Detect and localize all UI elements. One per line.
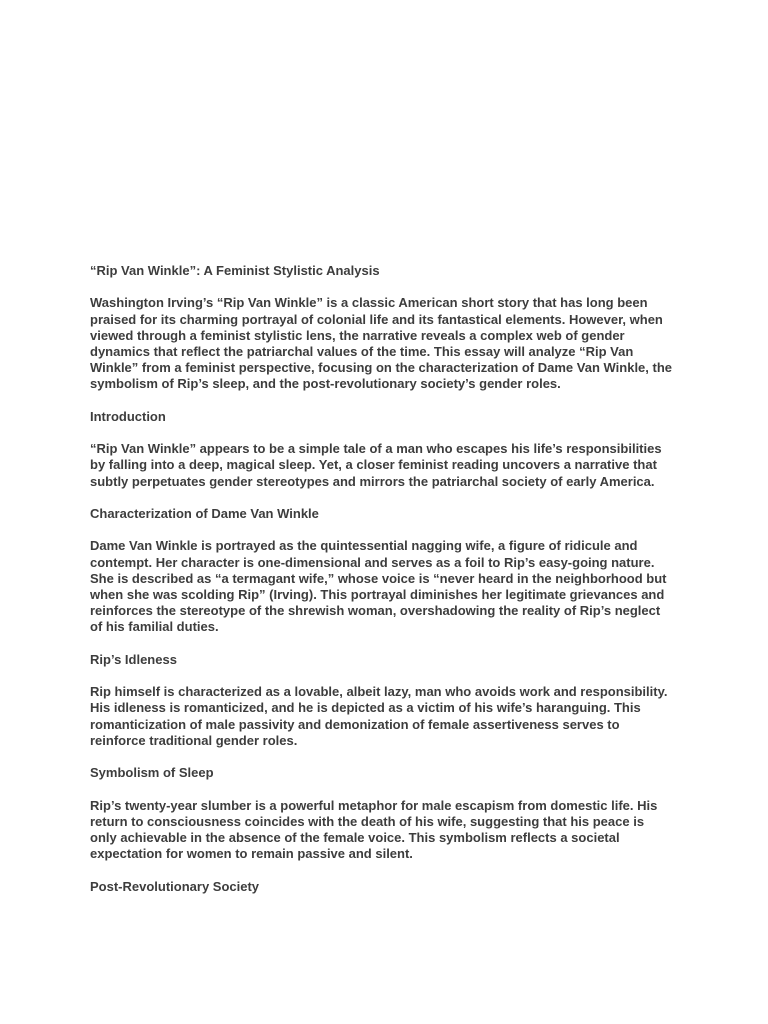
document-body (90, 263, 674, 895)
document-title: “Rip Van Winkle”: A Feminist Stylistic Analysis (90, 263, 380, 278)
document-paragraph: Washington Irving’s “Rip Van Winkle” is a classic American short story that has long been praised for its charming portrayal of colonial life and its fantastical elements. However, when viewed through a feminist stylistic lens, the narrative reveals a complex web of gender dynamics that reflect the patriarchal values of the time. This essay will analyze “Rip Van Winkle” from a feminist perspective, focusing on the characterization of Dame Van Winkle, the symbolism of Rip’s sleep, and the post-revolutionary society’s gender roles. (90, 295, 673, 392)
document-paragraph: Rip’s twenty-year slumber is a powerful metaphor for male escapism from domestic life. His return to consciousness coincides with the death of his wife, suggesting that his peace is only achievable in the absence of the female voice. This symbolism reflects a societal expectation for women to remain passive and silent. (90, 797, 658, 862)
document-paragraph: Dame Van Winkle is portrayed as the quintessential nagging wife, a figure of ridicule and contempt. Her character is one-dimensional and serves as a foil to Rip’s easy-going nature. She is described as “a termagant wife,” whose voice is “never heard in the neighborhood but when she was scolding Rip” (Irving). This portrayal diminishes her legitimate grievances and reinforces the stereotype of the shrewish woman, overshadowing the reality of Rip’s neglect of his familial duties. (90, 538, 667, 635)
document-paragraph: Rip himself is characterized as a lovable, albeit lazy, man who avoids work and responsibility. His idleness is romanticized, and he is depicted as a victim of his wife’s haranguing. This romanticization of male passivity and demonization of female assertiveness serves to reinforce traditional gender roles. (90, 684, 668, 748)
document-heading: Rip’s Idleness (90, 651, 177, 667)
document-heading: Post-Revolutionary Society (90, 878, 260, 894)
document-heading: Introduction (90, 408, 166, 424)
document-heading: Symbolism of Sleep (90, 765, 214, 781)
document-heading: Characterization of Dame Van Winkle (90, 505, 319, 521)
document-paragraph: “Rip Van Winkle” appears to be a simple tale of a man who escapes his life’s responsibilities by falling into a deep, magical sleep. Yet, a closer feminist reading uncovers a narrative that subtly perpetuates gender stereotypes and mirrors the patriarchal society of early America. (90, 441, 662, 489)
